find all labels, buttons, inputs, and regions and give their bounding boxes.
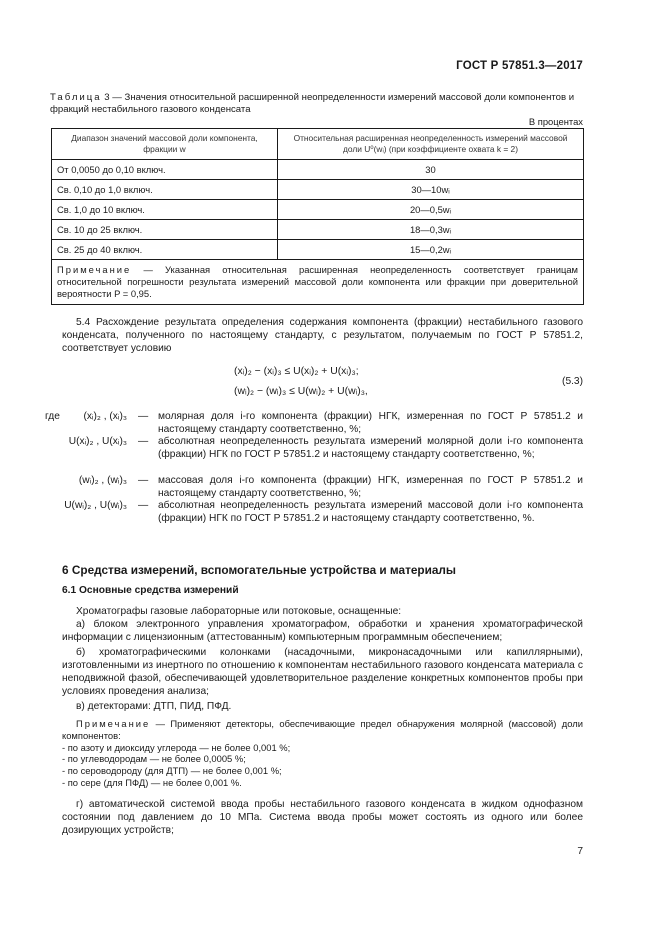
where-list	[45, 411, 583, 539]
table-note-label: Примечание	[57, 264, 132, 275]
item-b: б) хроматографическими колонками (насадочными, микронасадочными или капиллярными), изготовленными из инертного по отношению к компонентам нестабильного газового конденсата материала с неподвижной фазой, обеспечивающей удовлетворительное разделение конкретных компонентов пробы при условиях проведения анализа;	[62, 647, 583, 697]
cell-value: 30—10wᵢ	[278, 180, 584, 200]
cell-value: 15—0,2wᵢ	[278, 240, 584, 260]
where-item: (wᵢ)₂ , (wᵢ)₃ — массовая доля i-го компонента (фракции) НГК, измеренная по ГОСТ Р 57851.2 и настоящему стандарту соответственно, %;	[45, 475, 583, 500]
equation-line-1: (xᵢ)₂ − (xᵢ)₃ ≤ U(xᵢ)₂ + U(xᵢ)₃;	[234, 366, 359, 377]
table-note	[52, 260, 584, 305]
cell-range: Св. 10 до 25 включ.	[52, 220, 278, 240]
detector-note-item: - по углеводородам — не более 0,0005 %;	[62, 753, 246, 765]
where-symbol: (wᵢ)₂ , (wᵢ)₃	[78, 475, 127, 486]
section-6-1-intro: Хроматографы газовые лабораторные или потоковые, оснащенные:	[76, 606, 402, 617]
equation-number: (5.3)	[562, 376, 583, 387]
where-item: где (xᵢ)₂ , (xᵢ)₃ — молярная доля i-го компонента (фракции) НГК, измеренная по ГОСТ Р 57851.2 и настоящему стандарту соответственно, %;	[45, 411, 583, 435]
where-description: абсолютная неопределенность результата измерений массовой доли i-го компонента (фракции) НГК по ГОСТ Р 57851.2 и настоящему стандарту соответственно, %.	[158, 500, 583, 524]
cell-range: Св. 25 до 40 включ.	[52, 240, 278, 260]
where-symbol: U(wᵢ)₂ , U(wᵢ)₃	[64, 500, 127, 511]
col-header-range: Диапазон значений массовой доли компонента, фракции w	[52, 129, 278, 160]
section-6-title: 6 Средства измерений, вспомогательные устройства и материалы	[62, 563, 456, 577]
table-row	[52, 200, 584, 220]
cell-value: 18—0,3wᵢ	[278, 220, 584, 240]
where-description: массовая доля i-го компонента (фракции) НГК, измеренная по ГОСТ Р 57851.2 и настоящему стандарту соответственно, %;	[158, 475, 583, 499]
item-g: г) автоматической системой ввода пробы нестабильного газового конденсата в жидком однофазном состоянии под давлением до 10 МПа. Система ввода пробы может состоять из одного или более дозирующих устройств;	[62, 799, 583, 836]
section-6-1-title: 6.1 Основные средства измерений	[62, 585, 239, 596]
where-prefix: где	[45, 411, 60, 422]
equation-line-2: (wᵢ)₂ − (wᵢ)₃ ≤ U(wᵢ)₂ + U(wᵢ)₃,	[234, 386, 368, 397]
cell-value: 30	[278, 160, 584, 180]
uncertainty-table	[51, 128, 584, 305]
detector-note-item: - по сере (для ПФД) — не более 0,001 %.	[62, 776, 242, 788]
table-row	[52, 180, 584, 200]
cell-range: От 0,0050 до 0,10 включ.	[52, 160, 278, 180]
item-a: а) блоком электронного управления хроматографом, обработки и хранения хроматографической информации с лицензионным (аттестованным) компьютерным программным обеспечением;	[62, 619, 583, 643]
table-row	[52, 240, 584, 260]
col-header-uncertainty: Относительная расширенная неопределенность измерений массовой доли U⁰(wᵢ) (при коэффициенте охвата k = 2)	[278, 129, 584, 160]
where-item: U(xᵢ)₂ , U(xᵢ)₃ — абсолютная неопределенность результата измерений молярной доли i-го компонента (фракции) НГК по ГОСТ Р 57851.2 и настоящему стандарту соответственно, %;	[45, 436, 583, 475]
cell-range: Св. 0,10 до 1,0 включ.	[52, 180, 278, 200]
detector-note	[62, 718, 583, 789]
table-note-row	[52, 260, 584, 305]
table-row	[52, 220, 584, 240]
cell-value: 20—0,5wᵢ	[278, 200, 584, 220]
where-symbol: U(xᵢ)₂ , U(xᵢ)₃	[68, 436, 127, 447]
detector-note-item: - по азоту и диоксиду углерода — не более 0,001 %;	[62, 741, 291, 753]
detector-note-label: Примечание	[76, 718, 151, 729]
table-caption	[50, 92, 590, 116]
where-description: молярная доля i-го компонента (фракции) НГК, измеренная по ГОСТ Р 57851.2 и настоящему стандарту соответственно, %;	[158, 411, 583, 435]
paragraph-5-4: 5.4 Расхождение результата определения содержания компонента (фракции) нестабильного газового конденсата, полученного по настоящему стандарту, с результатом, получаемым по ГОСТ Р 57851.2, соответствует условию	[62, 317, 583, 354]
table-note-text: — Указанная относительная расширенная неопределенность соответствует границам относительной погрешности результата измерений массовой доли компонента или фракции при доверительной вероятности P = 0,95.	[57, 264, 578, 299]
where-item: U(wᵢ)₂ , U(wᵢ)₃ — абсолютная неопределенность результата измерений массовой доли i-го компонента (фракции) НГК по ГОСТ Р 57851.2 и настоящему стандарту соответственно, %.	[45, 500, 583, 539]
document-id: ГОСТ Р 57851.3—2017	[456, 60, 583, 72]
page-number: 7	[577, 846, 583, 857]
where-symbol: (xᵢ)₂ , (xᵢ)₃	[83, 411, 127, 422]
detector-note-text: — Применяют детекторы, обеспечивающие предел обнаружения молярной (массовой) доли компонентов:	[62, 718, 583, 741]
detector-note-item: - по сероводороду (для ДТП) — не более 0,001 %;	[62, 765, 282, 777]
cell-range: Св. 1,0 до 10 включ.	[52, 200, 278, 220]
table-unit-note: В процентах	[528, 116, 583, 127]
table-caption-text: 3 — Значения относительной расширенной неопределенности измерений массовой доли компонентов и фракций нестабильного газового конденсата	[50, 92, 575, 115]
item-c: в) детекторами: ДТП, ПИД, ПФД.	[76, 701, 232, 712]
table-header-row	[52, 129, 584, 160]
table-caption-label: Таблица	[50, 92, 102, 103]
table-row	[52, 160, 584, 180]
where-description: абсолютная неопределенность результата измерений молярной доли i-го компонента (фракции) НГК по ГОСТ Р 57851.2 и настоящему стандарту соответственно, %;	[158, 436, 583, 460]
